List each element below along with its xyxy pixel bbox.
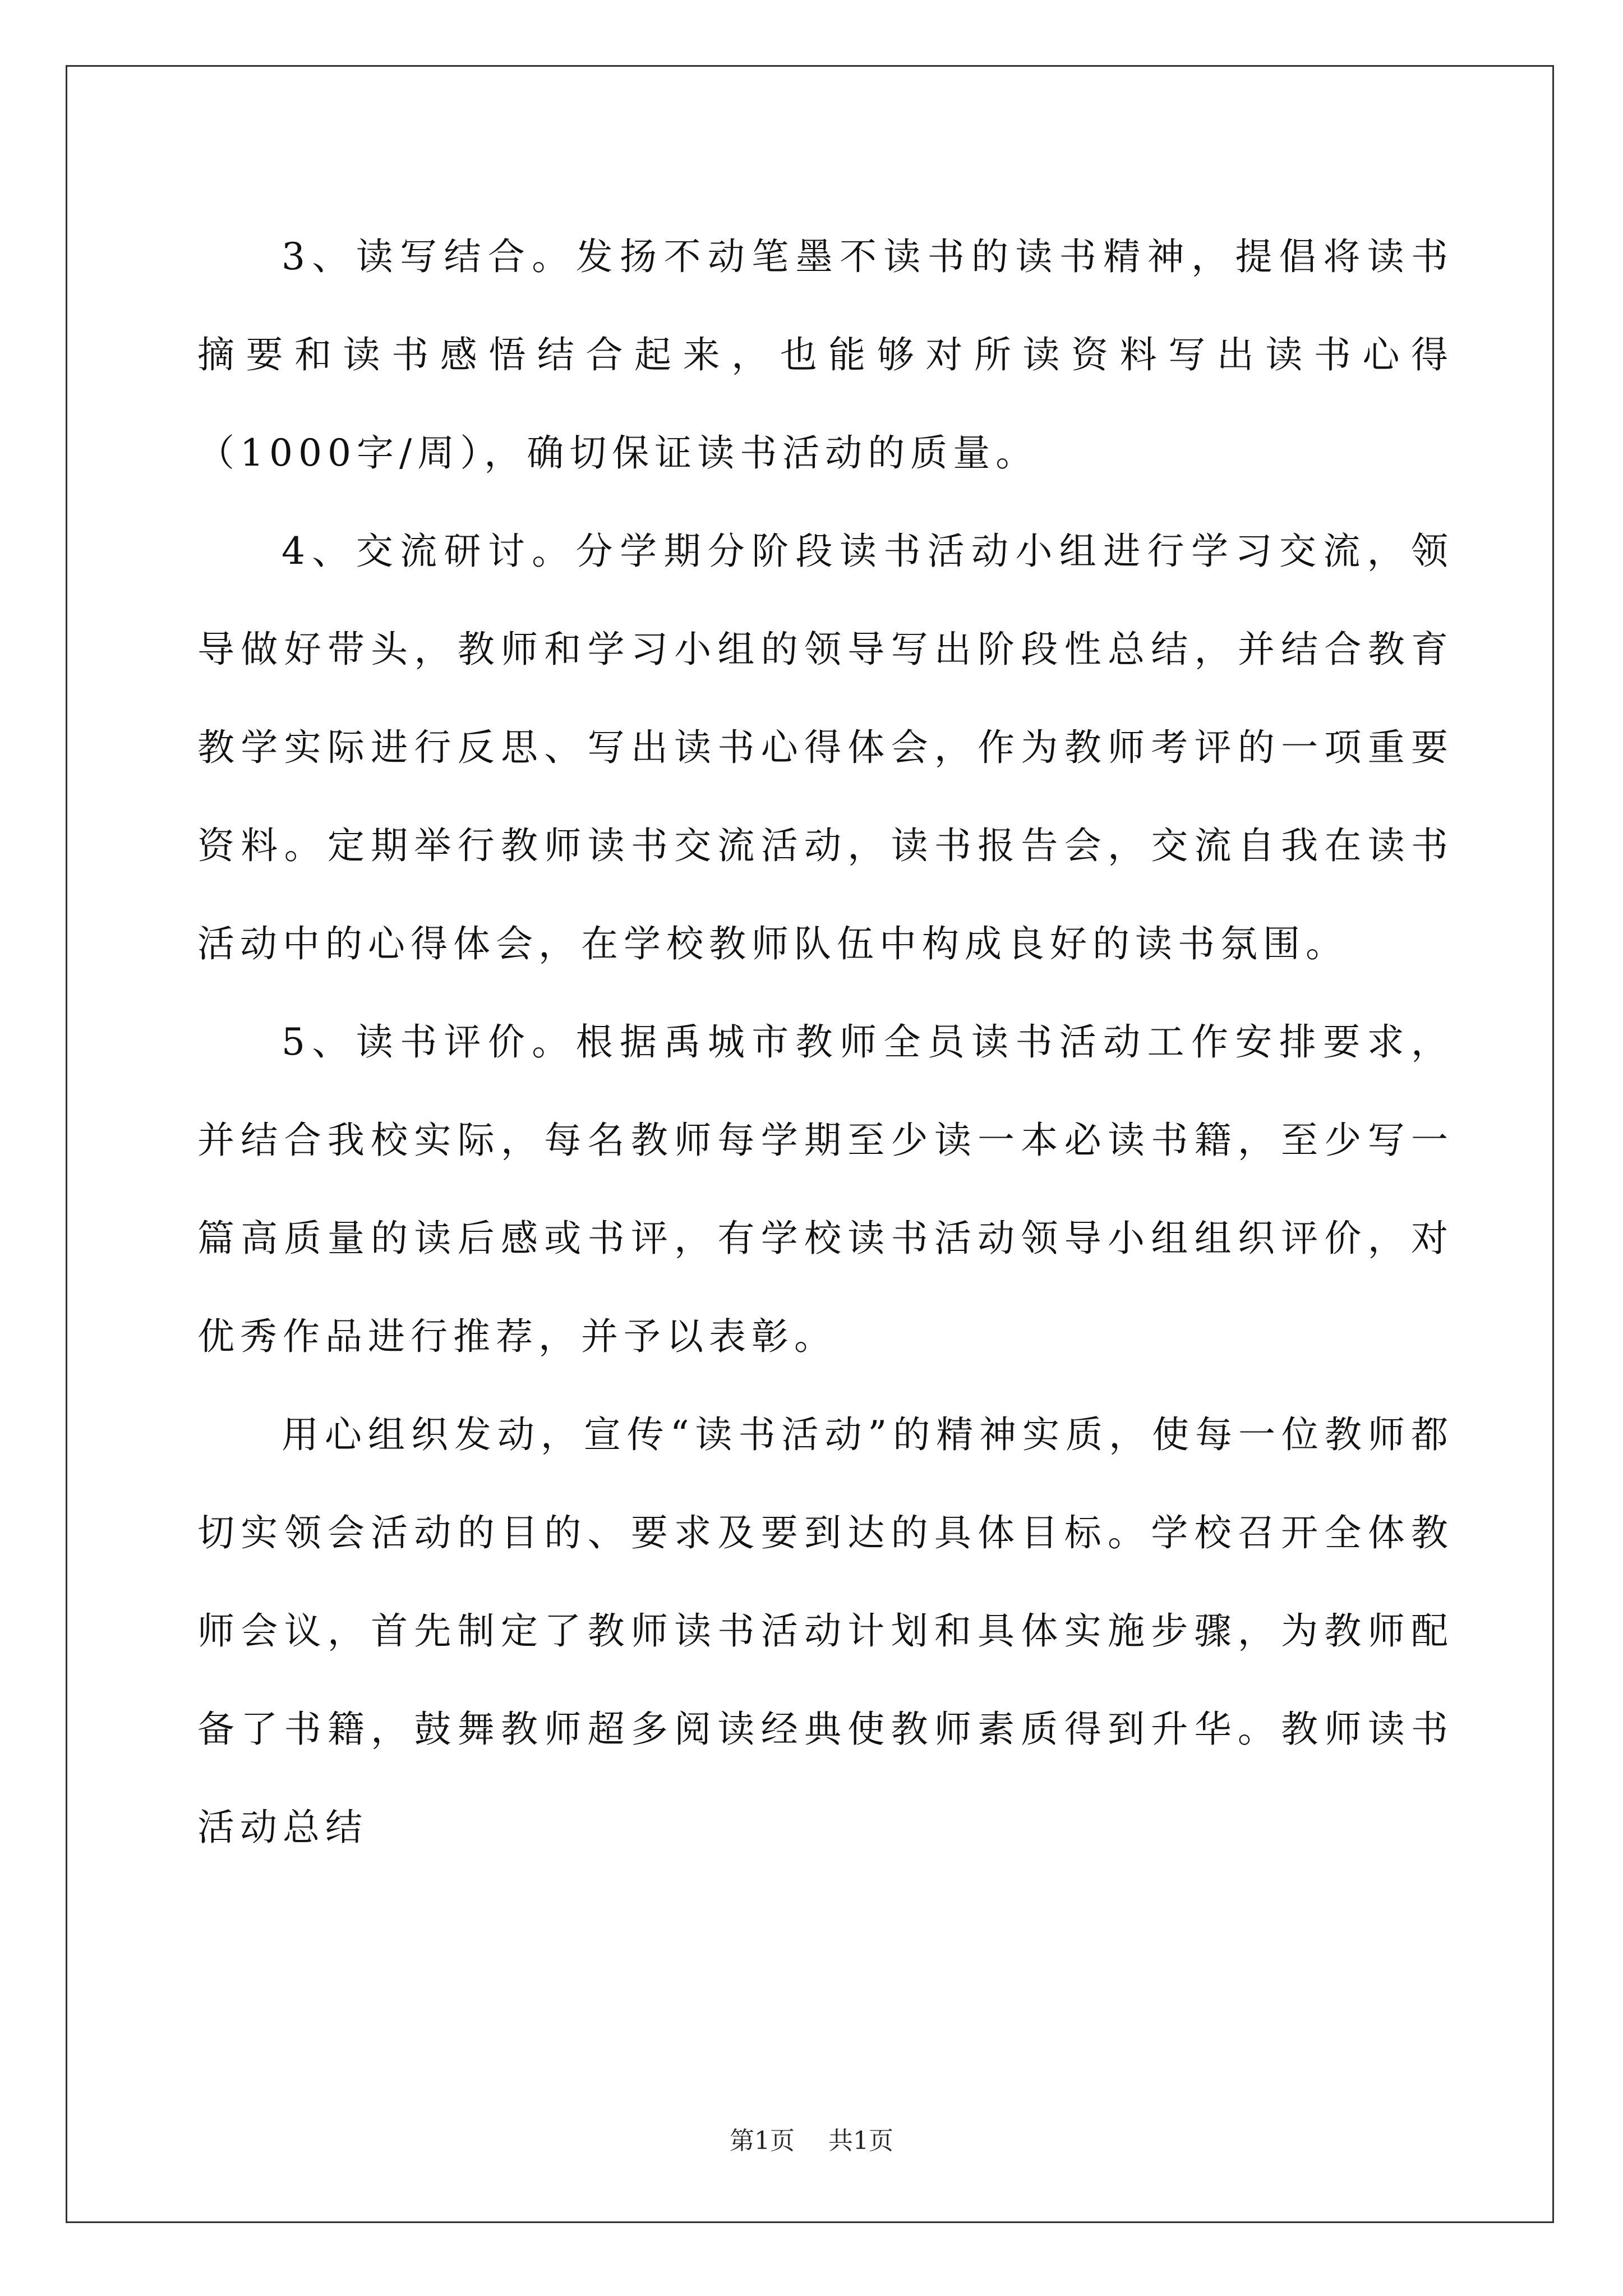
paragraph-reading-writing: 3、读写结合。发扬不动笔墨不读书的读书精神，提倡将读书摘要和读书感悟结合起来，也能够对所读资料写出读书心得（1000字/周），确切保证读书活动的质量。 (197, 235, 1454, 475)
page-footer (0, 2120, 1623, 2156)
page-number-current: 第1页 (730, 2127, 795, 2155)
paragraph-organization: 用心组织发动，宣传“读书活动”的精神实质，使每一位教师都切实领会活动的目的、要求及要到达的具体目标。学校召开全体教师会议，首先制定了教师读书活动计划和具体实施步骤，为教师配备了书籍，鼓舞教师超多阅读经典使教师素质得到升华。教师读书活动总结 (197, 1413, 1454, 1849)
paragraph-exchange-discussion: 4、交流研讨。分学期分阶段读书活动小组进行学习交流，领导做好带头，教师和学习小组的领导写出阶段性总结，并结合教育教学实际进行反思、写出读书心得体会，作为教师考评的一项重要资料。定期举行教师读书交流活动，读书报告会，交流自我在读书活动中的心得体会，在学校教师队伍中构成良好的读书氛围。 (197, 530, 1454, 965)
page-number-total: 共1页 (828, 2127, 893, 2155)
document-body (197, 208, 1454, 1876)
paragraph-reading-evaluation: 5、读书评价。根据禹城市教师全员读书活动工作安排要求，并结合我校实际，每名教师每学期至少读一本必读书籍，至少写一篇高质量的读后感或书评，有学校读书活动领导小组组织评价，对优秀作品进行推荐，并予以表彰。 (197, 1020, 1454, 1358)
